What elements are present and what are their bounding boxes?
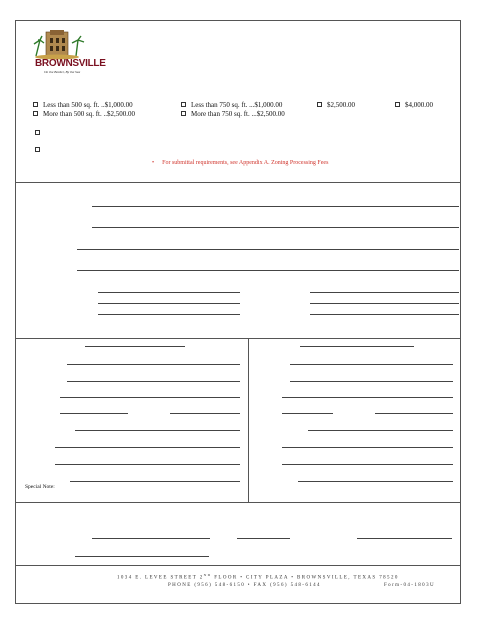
form-field-line[interactable]: [375, 413, 453, 414]
form-field-line[interactable]: [85, 346, 185, 347]
form-field-line[interactable]: [310, 303, 459, 304]
section-divider: [15, 502, 461, 503]
special-note-label: Special Note:: [25, 484, 55, 490]
checkbox[interactable]: [35, 130, 40, 135]
form-field-line[interactable]: [70, 481, 240, 482]
form-field-line[interactable]: [75, 556, 209, 557]
form-field-line[interactable]: [282, 413, 333, 414]
form-field-line[interactable]: [92, 206, 459, 207]
form-number: Form-04-1803U: [384, 583, 435, 588]
checkbox[interactable]: [35, 147, 40, 152]
form-field-line[interactable]: [77, 270, 459, 271]
form-field-line[interactable]: [300, 346, 414, 347]
form-field-line[interactable]: [282, 447, 453, 448]
form-field-line[interactable]: [92, 227, 459, 228]
fee-option-col4[interactable]: $4,000.00: [395, 101, 433, 109]
checkbox[interactable]: [33, 111, 38, 116]
form-field-line[interactable]: [55, 447, 240, 448]
form-field-line[interactable]: [60, 413, 128, 414]
checkbox[interactable]: [181, 102, 186, 107]
section-divider: [15, 182, 461, 183]
column-divider: [248, 338, 249, 502]
fee-option-row1-col1[interactable]: Less than 500 sq. ft. ..$1,000.00: [33, 101, 133, 109]
form-field-line[interactable]: [98, 303, 240, 304]
checkbox[interactable]: [181, 111, 186, 116]
submittal-note: • For submittal requirements, see Appendix A. Zoning Processing Fees: [152, 160, 329, 166]
form-field-line[interactable]: [77, 249, 459, 250]
section-divider: [15, 338, 461, 339]
form-field-line[interactable]: [55, 464, 240, 465]
form-field-line[interactable]: [75, 430, 240, 431]
checkbox[interactable]: [33, 102, 38, 107]
section-divider: [15, 565, 461, 566]
fee-option-row2-col1[interactable]: More than 500 sq. ft. ..$2,500.00: [33, 110, 135, 118]
logo-tagline: On the Border, By the Sea: [44, 70, 81, 74]
form-field-line[interactable]: [98, 292, 240, 293]
fee-option-row2-col2[interactable]: More than 750 sq. ft. ...$2,500.00: [181, 110, 285, 118]
form-field-line[interactable]: [67, 381, 240, 382]
fee-option-row1-col2[interactable]: Less than 750 sq. ft. ...$1,000.00: [181, 101, 282, 109]
form-field-line[interactable]: [170, 413, 240, 414]
signature-line[interactable]: [92, 538, 210, 539]
form-field-line[interactable]: [282, 397, 453, 398]
form-field-line[interactable]: [290, 381, 453, 382]
form-field-line[interactable]: [60, 397, 240, 398]
form-field-line[interactable]: [308, 430, 453, 431]
form-field-line[interactable]: [310, 292, 459, 293]
form-field-line[interactable]: [282, 464, 453, 465]
footer-address: 1034 E. LEVEE STREET 2ND FLOOR • CITY PLAZA • BROWNSVILLE, TEXAS 78520: [117, 573, 399, 581]
date-line[interactable]: [237, 538, 290, 539]
footer-phone: PHONE (956) 548-6150 • FAX (956) 548-6144: [168, 583, 321, 588]
form-field-line[interactable]: [298, 481, 453, 482]
form-field-line[interactable]: [357, 538, 452, 539]
fee-option-col3[interactable]: $2,500.00: [317, 101, 355, 109]
checkbox[interactable]: [395, 102, 400, 107]
form-field-line[interactable]: [98, 314, 240, 315]
form-field-line[interactable]: [67, 364, 240, 365]
form-field-line[interactable]: [290, 364, 453, 365]
form-field-line[interactable]: [310, 314, 459, 315]
logo-wordmark: BROWNSVILLE: [35, 58, 106, 69]
checkbox[interactable]: [317, 102, 322, 107]
